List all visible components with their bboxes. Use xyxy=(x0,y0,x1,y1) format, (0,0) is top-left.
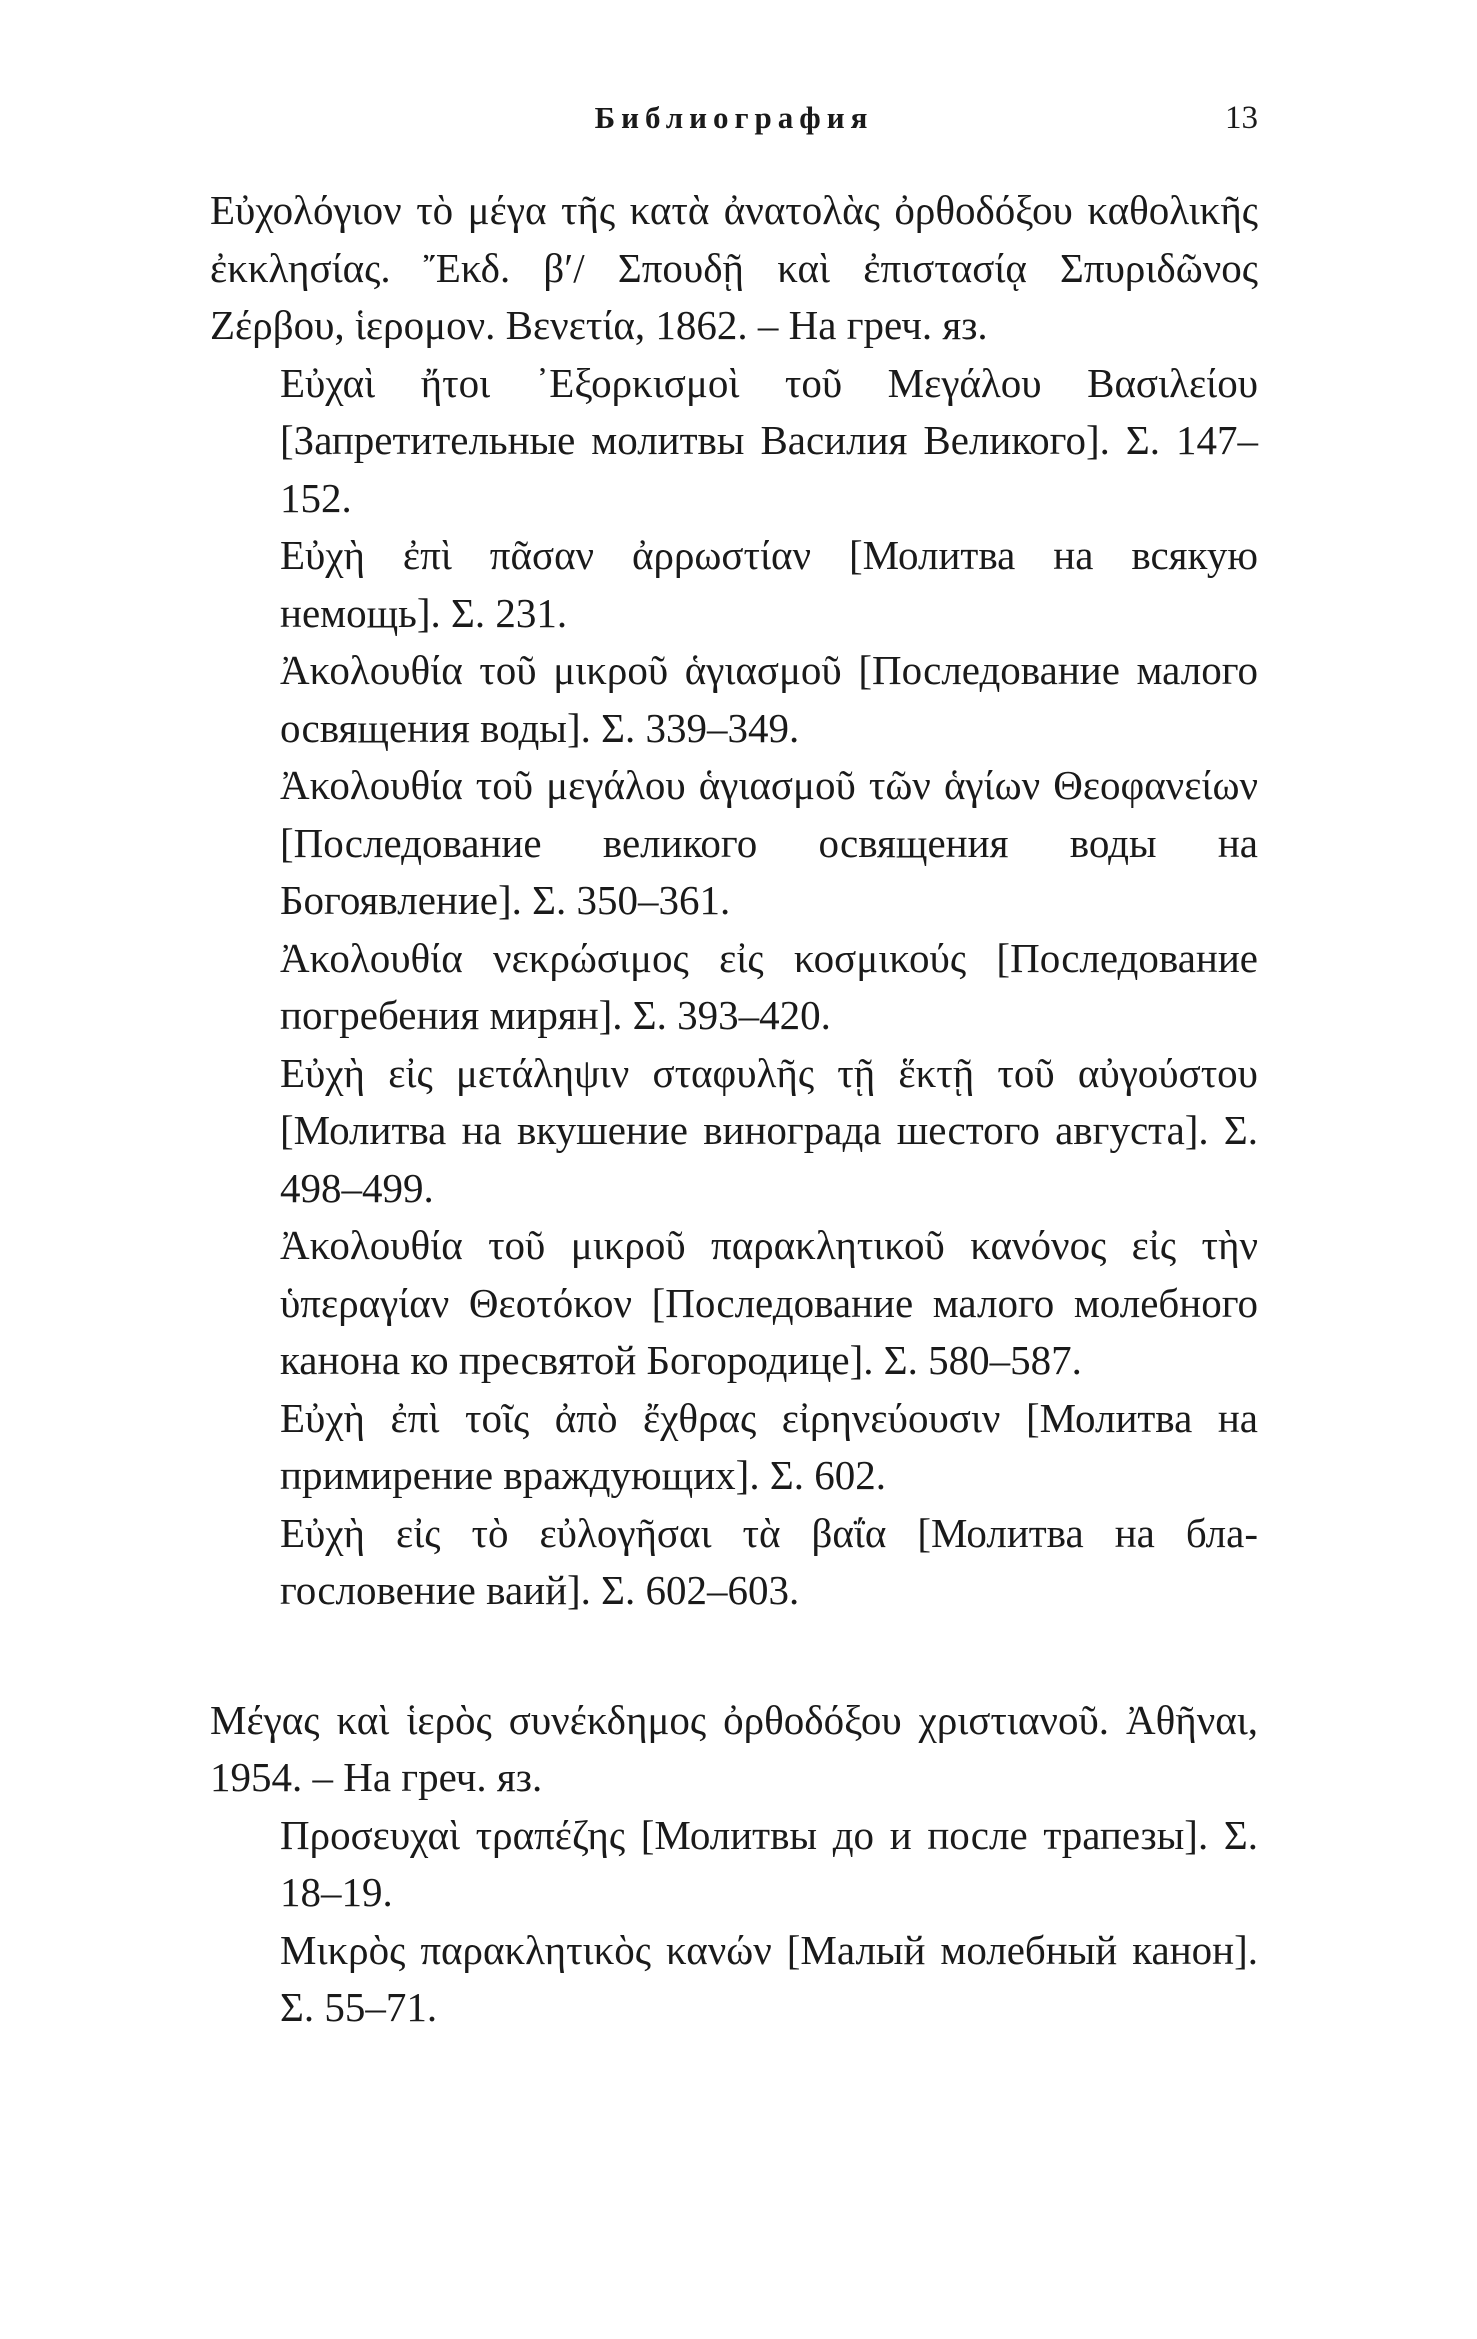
bibliography-subentry: Εὐχὴ εἰς τὸ εὐλογῆσαι τὰ βαΐα [Молитва на благословение ваий]. Σ. 602–603. xyxy=(280,1509,1258,1613)
page-number: 13 xyxy=(1225,100,1258,136)
bibliography-subentry: Ἀκολουθία νεκρώσιμος εἰς κοσμικούς [Последование погребения мирян]. Σ. 393–420. xyxy=(280,934,1258,1038)
bibliography-entry: Εὐχολόγιον τὸ μέγα τῆς κατὰ ἀνατολὰς ὀρθοδόξου καθολικῆς ἐκκλησίας. Ἔκδ. β′/ Σπουδῇ καὶ ἐπιστασίᾳ Σπυριδῶνος Ζέρβου, ἱερομον. Βενετία, 1862. – На греч. яз. xyxy=(210,187,1258,348)
bibliography-subentry: Προσευχαὶ τραπέζης [Молитвы до и после трапезы]. Σ. 18–19. xyxy=(280,1811,1258,1915)
bibliography-subentry: Εὐχὴ εἰς μετάληψιν σταφυλῆς τῇ ἕκτῇ τοῦ αὐγούστου [Молитва на вкушение винограда шестого августа]. Σ. 498–499. xyxy=(280,1049,1258,1211)
bibliography-subentry: Εὐχὴ ἐπὶ πᾶσαν ἀρρωστίαν [Молитва на всякую немощь]. Σ. 231. xyxy=(280,532,1258,636)
bibliography-subentry: Ἀκολουθία τοῦ μικροῦ ἁγιασμοῦ [Последование малого освящения воды]. Σ. 339–349. xyxy=(280,647,1258,751)
bibliography-subentry: Εὐχαὶ ἤτοι ᾿Εξορκισμοὶ τοῦ Μεγάλου Βασιλείου [Запретительные молитвы Василия Великого]. Σ. 147–152. xyxy=(280,359,1258,521)
bibliography-text xyxy=(210,182,1258,2037)
bibliography-subentry: Εὐχὴ ἐπὶ τοῖς ἀπὸ ἔχθρας εἰρηνεύουσιν [Молитва на примирение враждующих]. Σ. 602. xyxy=(280,1394,1258,1498)
bibliography-subentry: Μικρὸς παρακλητικὸς κανών [Малый молебный канон]. Σ. 55–71. xyxy=(280,1926,1258,2030)
bibliography-entry: Μέγας καὶ ἱερὸς συνέκδημος ὀρθοδόξου χριστιανοῦ. Ἀθῆναι, 1954. – На греч. яз. xyxy=(210,1696,1258,1800)
running-title: Библиография xyxy=(594,100,874,135)
bibliography-subentry: Ἀκολουθία τοῦ μεγάλου ἁγιασμοῦ τῶν ἁγίων Θεοφανείων [Последование великого освящения воды на Богоявление]. Σ. 350–361. xyxy=(280,762,1258,923)
bibliography-subentry: Ἀκολουθία τοῦ μικροῦ παρακλητικοῦ κανόνος εἰς τὴν ὑπεραγίαν Θεοτόκον [Последование малого молебного канона ко пресвятой Богородице]. Σ. 580–587. xyxy=(280,1222,1258,1383)
running-head xyxy=(210,100,1258,140)
